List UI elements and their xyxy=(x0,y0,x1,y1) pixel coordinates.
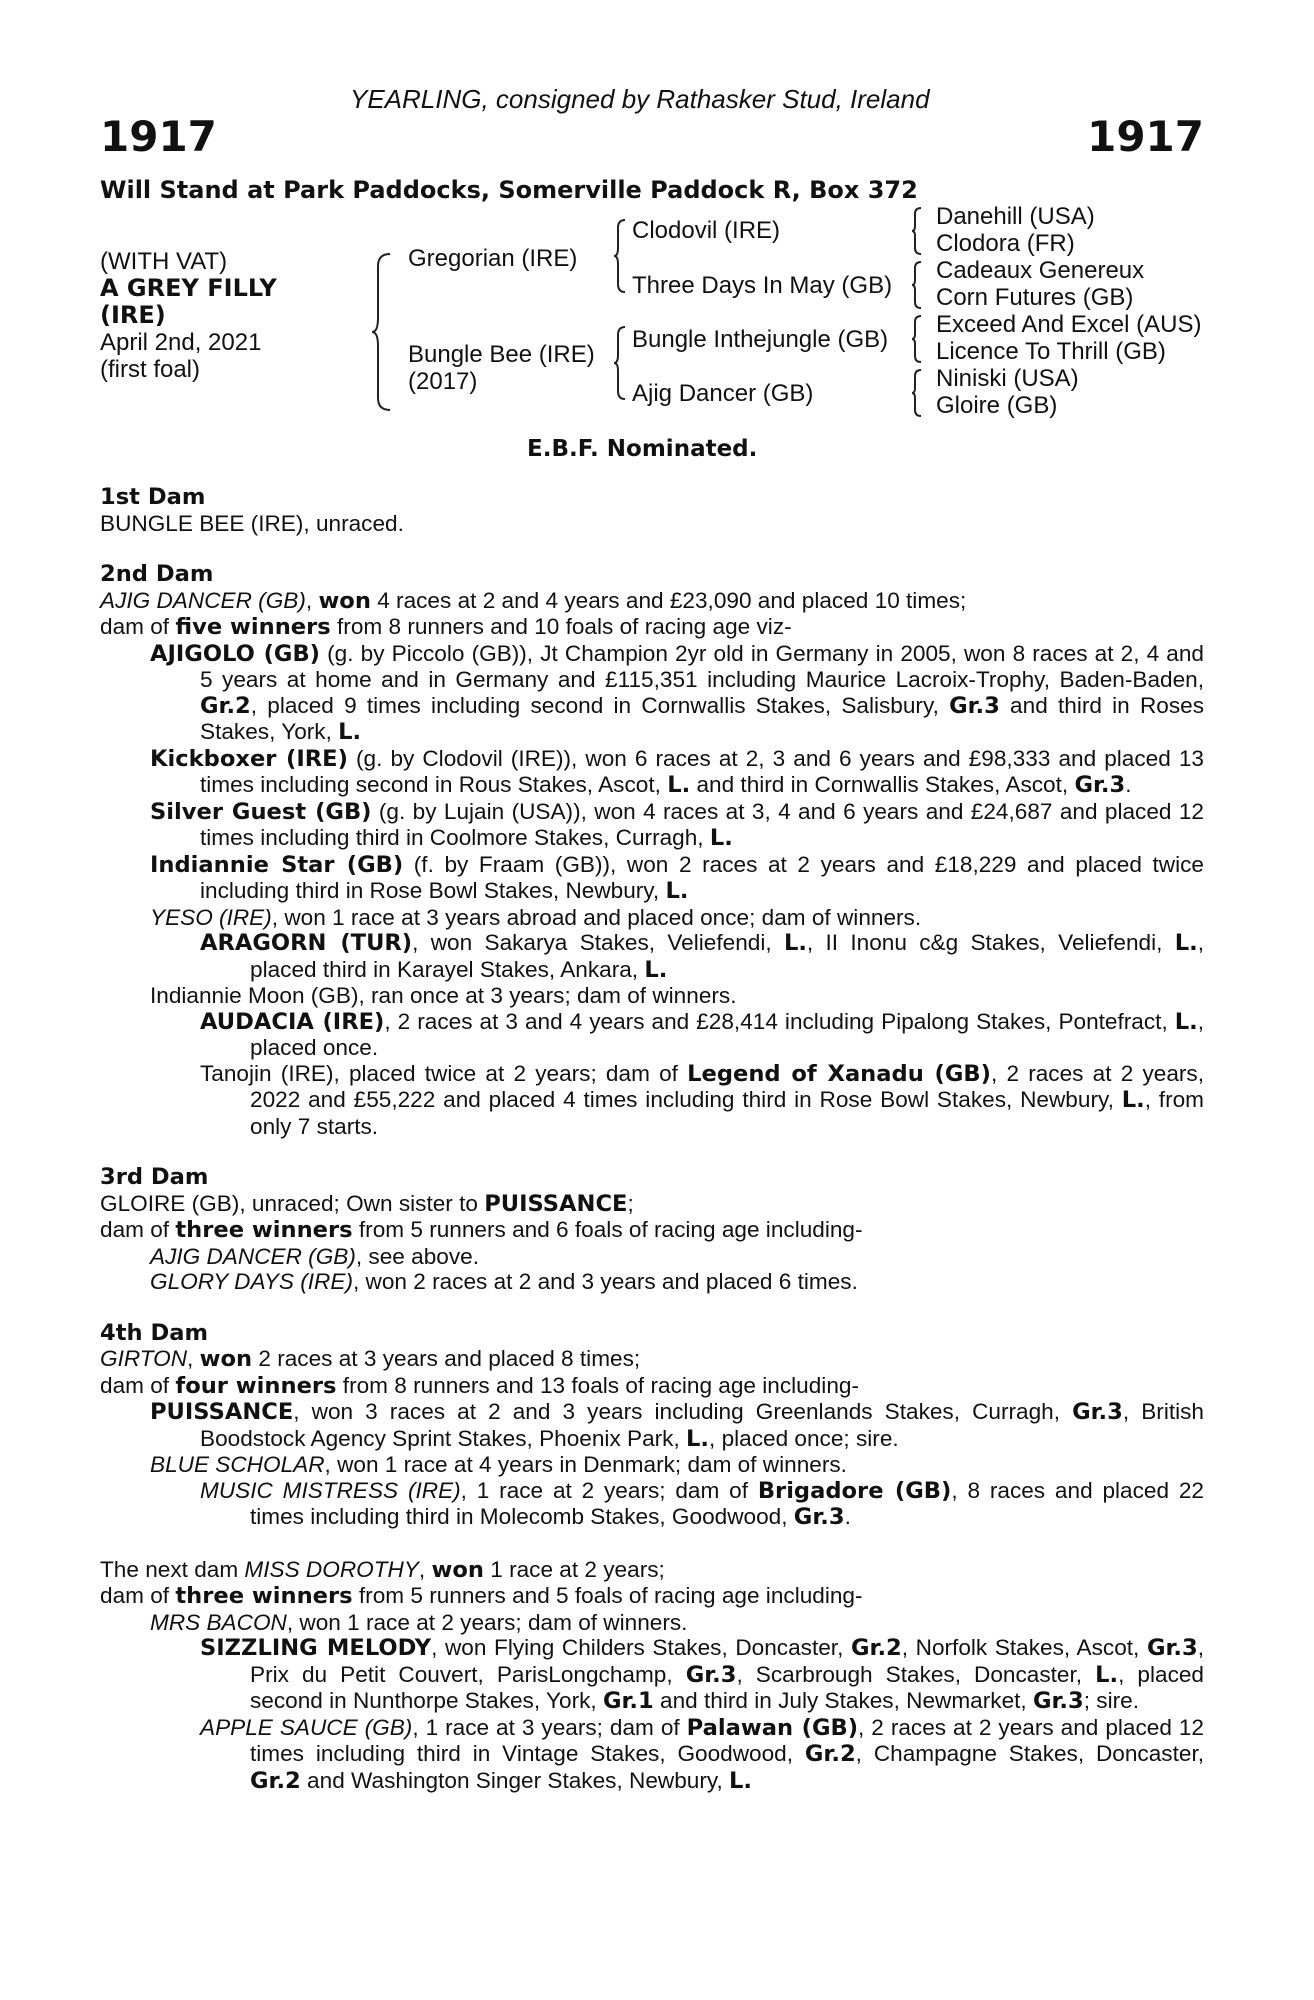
produce-yeso: YESO (IRE), won 1 race at 3 years abroad and placed once; dam of winners. xyxy=(150,904,922,930)
produce-kickboxer: Kickboxer (IRE) (g. by Clodovil (IRE)), won 6 races at 2, 3 and 6 years and £98,333 and placed 13 times including second in Rous Stakes, Ascot, L. and third in Cornwallis Stakes, Ascot, Gr.3. xyxy=(150,745,1204,798)
sire-name: Gregorian (IRE) xyxy=(408,245,578,272)
produce-mrs-bacon: MRS BACON, won 1 race at 2 years; dam of winners. xyxy=(150,1609,688,1635)
fourth-dam-line-2: dam of four winners from 8 runners and 13 foals of racing age including- xyxy=(100,1372,859,1399)
dam-name: Bungle Bee (IRE) xyxy=(408,341,595,368)
fourth-dam-line-1: GIRTON, won 2 races at 3 years and placed 8 times; xyxy=(100,1346,641,1372)
lot-number-left: 1917 xyxy=(100,112,217,161)
produce-sizzling-melody: SIZZLING MELODY, won Flying Childers Stakes, Doncaster, Gr.2, Norfolk Stakes, Ascot, Gr.3, Prix du Petit Couvert, ParisLongchamp, Gr.3, Scarbrough Stakes, Doncaster, L., placed second in Nunthorpe Stakes, York, Gr.1 and third in July Stakes, Newmarket, Gr.3; sire. xyxy=(200,1635,1204,1714)
produce-ajig-dancer: AJIG DANCER (GB), see above. xyxy=(150,1243,479,1269)
second-dam-line-2: dam of five winners from 8 runners and 10 foals of racing age viz- xyxy=(100,614,792,640)
first-dam-heading: 1st Dam xyxy=(100,484,206,510)
pedigree-brace-ds xyxy=(910,314,924,364)
consignor-subtitle: YEARLING, consigned by Rathasker Stud, Ireland xyxy=(350,84,930,114)
dd-sire: Niniski (USA) xyxy=(936,365,1079,392)
third-dam-heading: 3rd Dam xyxy=(100,1164,209,1190)
produce-audacia: AUDACIA (IRE), 2 races at 3 and 4 years and £28,414 including Pipalong Stakes, Pontefract, L., placed once. xyxy=(200,1008,1205,1060)
produce-apple-sauce: APPLE SAUCE (GB), 1 race at 3 years; dam of Palawan (GB), 2 races at 2 years and placed 12 times including third in Vintage Stakes, Goodwood, Gr.2, Champagne Stakes, Doncaster, Gr.2 and Washington Singer Stakes, Newbury, L. xyxy=(200,1714,1204,1794)
sd-dam: Corn Futures (GB) xyxy=(936,284,1134,311)
first-dam-text: BUNGLE BEE (IRE), unraced. xyxy=(100,510,404,536)
pedigree-brace-sd xyxy=(910,260,924,310)
produce-ajigolo: AJIGOLO (GB) (g. by Piccolo (GB)), Jt Champion 2yr old in Germany in 2005, won 8 races at 2, 4 and 5 years at home and in Germany and £115,351 including Maurice Lacroix-Trophy, Baden-Baden, Gr.2, placed 9 times including second in Cornwallis Stakes, Salisbury, Gr.3 and third in Roses Stakes, York, L. xyxy=(150,640,1204,745)
pedigree-brace-sire xyxy=(612,218,628,294)
sire-sire: Clodovil (IRE) xyxy=(632,217,781,244)
sire-dam: Three Days In May (GB) xyxy=(632,272,893,299)
second-dam-line-1: AJIG DANCER (GB), won 4 races at 2 and 4 years and £23,090 and placed 10 times; xyxy=(100,587,967,614)
foal-note: (first foal) xyxy=(100,356,201,383)
ebf-nomination: E.B.F. Nominated. xyxy=(527,436,758,462)
produce-blue-scholar: BLUE SCHOLAR, won 1 race at 4 years in Denmark; dam of winners. xyxy=(150,1452,847,1477)
ds-sire: Exceed And Excel (AUS) xyxy=(936,311,1202,338)
produce-music-mistress: MUSIC MISTRESS (IRE), 1 race at 2 years; dam of Brigadore (GB), 8 races and placed 22 times including third in Molecomb Stakes, Goodwood, Gr.3. xyxy=(200,1477,1204,1530)
foaling-date: April 2nd, 2021 xyxy=(100,329,262,356)
second-dam-heading: 2nd Dam xyxy=(100,561,214,587)
ss-dam: Clodora (FR) xyxy=(936,230,1075,257)
produce-indiannie-star: Indiannie Star (GB) (f. by Fraam (GB)), won 2 races at 2 years and £18,229 and placed twice including third in Rose Bowl Stakes, Newbury, L. xyxy=(150,851,1204,904)
catalogue-body xyxy=(100,485,1204,1794)
ss-sire: Danehill (USA) xyxy=(936,203,1095,230)
dam-dam: Ajig Dancer (GB) xyxy=(632,380,814,407)
horse-description: A GREY FILLY xyxy=(100,274,277,302)
dd-dam: Gloire (GB) xyxy=(936,392,1058,419)
dam-year: (2017) xyxy=(408,368,478,395)
produce-aragorn: ARAGORN (TUR), won Sakarya Stakes, Veliefendi, L., II Inonu c&g Stakes, Veliefendi, L., placed third in Karayel Stakes, Ankara, L. xyxy=(200,930,1204,983)
sd-sire: Cadeaux Genereux xyxy=(936,257,1145,284)
produce-indiannie-moon: Indiannie Moon (GB), ran once at 3 years; dam of winners. xyxy=(150,983,737,1008)
pedigree-brace-ss xyxy=(910,206,924,256)
stand-location: Will Stand at Park Paddocks, Somerville Paddock R, Box 372 xyxy=(100,176,918,204)
produce-glory-days: GLORY DAYS (IRE), won 2 races at 2 and 3 years and placed 6 times. xyxy=(150,1269,858,1294)
produce-puissance: PUISSANCE, won 3 races at 2 and 3 years including Greenlands Stakes, Curragh, Gr.3, British Boodstock Agency Sprint Stakes, Phoenix Park, L., placed once; sire. xyxy=(150,1399,1204,1452)
next-dam-line-2: dam of three winners from 5 runners and 5 foals of racing age including- xyxy=(100,1583,863,1609)
lot-number-right: 1917 xyxy=(1087,112,1204,161)
vat-note: (WITH VAT) xyxy=(100,248,228,275)
pedigree-brace-dd xyxy=(910,368,924,418)
dam-sire: Bungle Inthejungle (GB) xyxy=(632,326,889,353)
next-dam-line-1: The next dam MISS DOROTHY, won 1 race at 2 years; xyxy=(100,1556,665,1583)
third-dam-line-1: GLOIRE (GB), unraced; Own sister to PUISSANCE; xyxy=(100,1190,634,1217)
produce-silver-guest: Silver Guest (GB) (g. by Lujain (USA)), won 4 races at 3, 4 and 6 years and £24,687 and placed 12 times including third in Coolmore Stakes, Curragh, L. xyxy=(150,798,1204,851)
horse-country: (IRE) xyxy=(100,301,166,329)
produce-tanojin: Tanojin (IRE), placed twice at 2 years; dam of Legend of Xanadu (GB), 2 races at 2 years, 2022 and £55,222 and placed 4 times including third in Rose Bowl Stakes, Newbury, L., from only 7 starts. xyxy=(200,1060,1204,1139)
third-dam-line-2: dam of three winners from 5 runners and 6 foals of racing age including- xyxy=(100,1217,863,1243)
pedigree-brace-main xyxy=(370,252,394,412)
ds-dam: Licence To Thrill (GB) xyxy=(936,338,1166,365)
pedigree-brace-dam xyxy=(612,325,628,401)
fourth-dam-heading: 4th Dam xyxy=(100,1319,209,1346)
